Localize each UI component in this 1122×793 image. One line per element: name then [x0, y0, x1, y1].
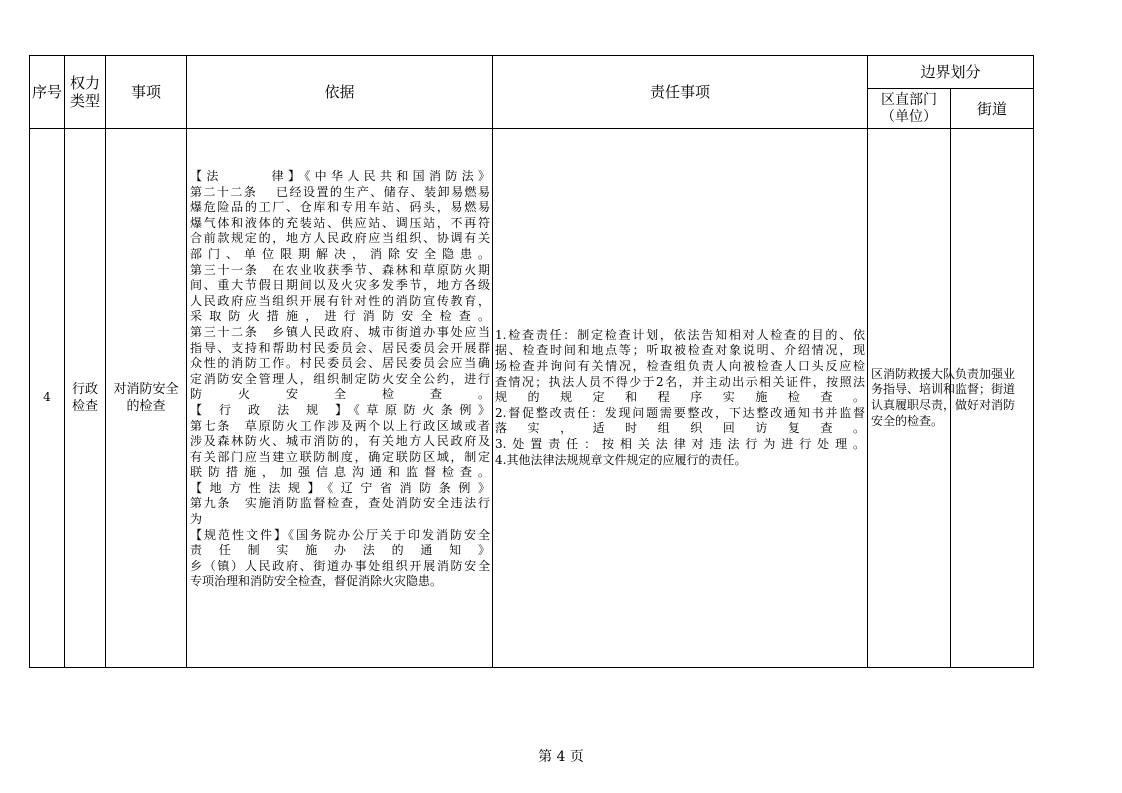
- basis-text-line: 有关部门应当建立联防制度，确定联防区域，制定: [190, 449, 490, 464]
- header-boundary: 边界划分: [868, 56, 1034, 89]
- basis-text-line: 第三十二条 乡镇人民政府、城市街道办事处应当: [190, 324, 490, 339]
- basis-text-line: 【规范性文件】《国务院办公厅关于印发消防安全: [190, 527, 490, 542]
- basis-text-line: 间、重大节假日期间以及火灾多发季节，地方各级: [190, 278, 490, 293]
- basis-text-line: 为: [190, 512, 203, 527]
- header-district-dept: 区直部门（单位）: [868, 89, 951, 129]
- basis-text-line: 爆危险品的工厂、仓库和专用车站、码头，易燃易: [190, 200, 490, 215]
- power-list-table: [29, 55, 1034, 668]
- header-item: 事项: [106, 56, 187, 129]
- basis-text-line: 部门、单位限期解决，消除安全隐患。: [190, 246, 490, 261]
- basis-text-line: 防火安全检查。: [190, 387, 490, 402]
- basis-text-line: 众性的消防工作。村民委员会、居民委员会应当确: [190, 356, 490, 371]
- basis-text-line: 涉及森林防火、城市消防的，有关地方人民政府及: [190, 434, 490, 449]
- row-district-dept: [868, 129, 1016, 668]
- duty-text-line: 查情况；执法人员不得少于2名，并主动出示相关证件，按照法: [495, 374, 865, 389]
- basis-text-line: 合前款规定的，地方人民政府应当组织、协调有关: [190, 231, 490, 246]
- basis-text-line: 指导、支持和帮助村民委员会、居民委员会开展群: [190, 340, 490, 355]
- basis-text-line: 第九条 实施消防监督检查，查处消防安全违法行: [190, 496, 490, 511]
- duty-text-line: 1.检查责任：制定检查计划，依法告知相对人检查的目的、依: [495, 327, 865, 342]
- row-item: 对消防安全的检查: [106, 129, 187, 668]
- basis-text-line: 【 行 政 法 规 】《草原防火条例》: [190, 402, 490, 417]
- header-power-type: 权力类型: [65, 56, 106, 129]
- basis-text-line: 采取防火措施，进行消防安全检查。: [190, 309, 490, 324]
- duty-text-line: 据、检查时间和地点等；听取被检查对象说明、介绍情况，现: [495, 343, 865, 358]
- basis-text-line: 人民政府应当组织开展有针对性的消防宣传教育，: [190, 293, 490, 308]
- basis-text-line: 第二十二条 已经设置的生产、储存、装卸易燃易: [190, 184, 490, 199]
- district-dept-text-line: 务指导、培训和监督；街道: [871, 382, 1016, 397]
- header-duty: 责任事项: [493, 56, 868, 129]
- table-row: [30, 129, 1034, 668]
- basis-text-line: 爆气体和液体的充装站、供应站、调压站，不再符: [190, 215, 490, 230]
- row-seq: 4: [30, 129, 65, 668]
- district-dept-text-line: 区消防救援大队负责加强业: [871, 366, 1016, 381]
- duty-text-line: 落实，适时组织回访复查。: [495, 421, 865, 436]
- basis-text-line: 【地方性法规】《辽宁省消防条例》: [190, 480, 490, 495]
- row-basis: [187, 129, 493, 668]
- district-dept-text-line: 认真履职尽责，做好对消防: [871, 398, 1016, 412]
- page-number: 第 4 页: [538, 749, 584, 765]
- duty-text-line: 3.处置责任：按相关法律对违法行为进行处理。: [495, 436, 865, 451]
- row-power-type: 行政检查: [65, 129, 106, 668]
- duty-text-line: 规的规定和程序实施检查。: [495, 390, 865, 405]
- basis-text-line: 专项治理和消防安全检查，督促消除火灾隐患。: [190, 574, 443, 589]
- basis-text-line: 第三十一条 在农业收获季节、森林和草原防火期: [190, 262, 490, 277]
- header-basis: 依据: [187, 56, 493, 129]
- row-duty: [493, 129, 868, 668]
- district-dept-text-line: 安全的检查。: [871, 413, 944, 428]
- basis-text-line: 定消防安全管理人，组织制定防火安全公约，进行: [190, 371, 490, 386]
- header-street: 街道: [951, 89, 1034, 129]
- basis-text-line: 第七条 草原防火工作涉及两个以上行政区域或者: [190, 418, 490, 433]
- basis-text-line: 联防措施，加强信息沟通和监督检查。: [190, 465, 490, 480]
- basis-text-line: 乡（镇）人民政府、街道办事处组织开展消防安全: [190, 558, 490, 573]
- duty-text-line: 场检查并询问有关情况，检查组负责人向被检查人口头反应检: [495, 359, 865, 374]
- duty-text-line: 2.督促整改责任：发现问题需要整改，下达整改通知书并监督: [495, 405, 865, 420]
- basis-text-line: 责任制实施办法的通知》: [190, 543, 490, 558]
- basis-text-line: 【法 律】《中华人民共和国消防法》: [190, 169, 490, 183]
- header-seq: 序号: [30, 56, 65, 129]
- duty-text-line: 4.其他法律法规规章文件规定的应履行的责任。: [495, 452, 747, 467]
